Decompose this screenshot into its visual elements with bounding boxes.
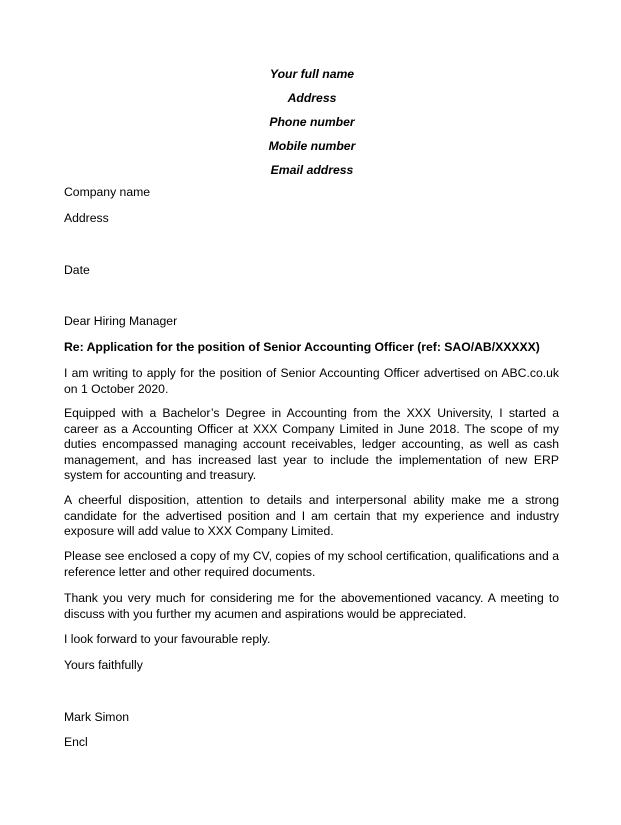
sender-phone: Phone number (269, 115, 355, 129)
sender-email: Email address (270, 163, 354, 177)
salutation: Dear Hiring Manager (64, 314, 178, 328)
recipient-address: Address (64, 211, 109, 225)
sender-block (0, 66, 621, 186)
date-label: Date (64, 263, 90, 277)
subject-line: Re: Application for the position of Senior Accounting Officer (ref: SAO/AB/XXXXX) (64, 340, 540, 354)
paragraph-intro: I am writing to apply for the position of Senior Accounting Officer advertised on ABC.co.uk on 1 October 2020. (64, 366, 559, 396)
closing: Yours faithfully (64, 658, 143, 672)
paragraph-reply: I look forward to your favourable reply. (64, 632, 271, 646)
paragraph-experience: Equipped with a Bachelor’s Degree in Accounting from the XXX University, I started a career as a Accounting Officer at XXX Company Limited in June 2018. The scope of my duties encompassed managing account receivables, ledger accounting, as well as cash management, and has increased last year to include the implementation of new ERP system for accounting and treasury. (64, 406, 559, 483)
sender-name: Your full name (269, 67, 355, 81)
recipient-company: Company name (64, 185, 151, 199)
paragraph-enclosures: Please see enclosed a copy of my CV, copies of my school certification, qualifications and a reference letter and other required documents. (64, 549, 559, 579)
enclosure-note: Encl (64, 735, 88, 749)
paragraph-thanks: Thank you very much for considering me for the abovementioned vacancy. A meeting to discuss with you further my acumen and aspirations would be appreciated. (64, 591, 559, 621)
sender-address: Address (287, 91, 337, 105)
signature-name: Mark Simon (64, 710, 130, 724)
paragraph-qualities: A cheerful disposition, attention to details and interpersonal ability make me a strong candidate for the advertised position and I am certain that my experience and industry exposure will add value to XXX Company Limited. (64, 493, 559, 539)
sender-mobile: Mobile number (268, 139, 356, 153)
